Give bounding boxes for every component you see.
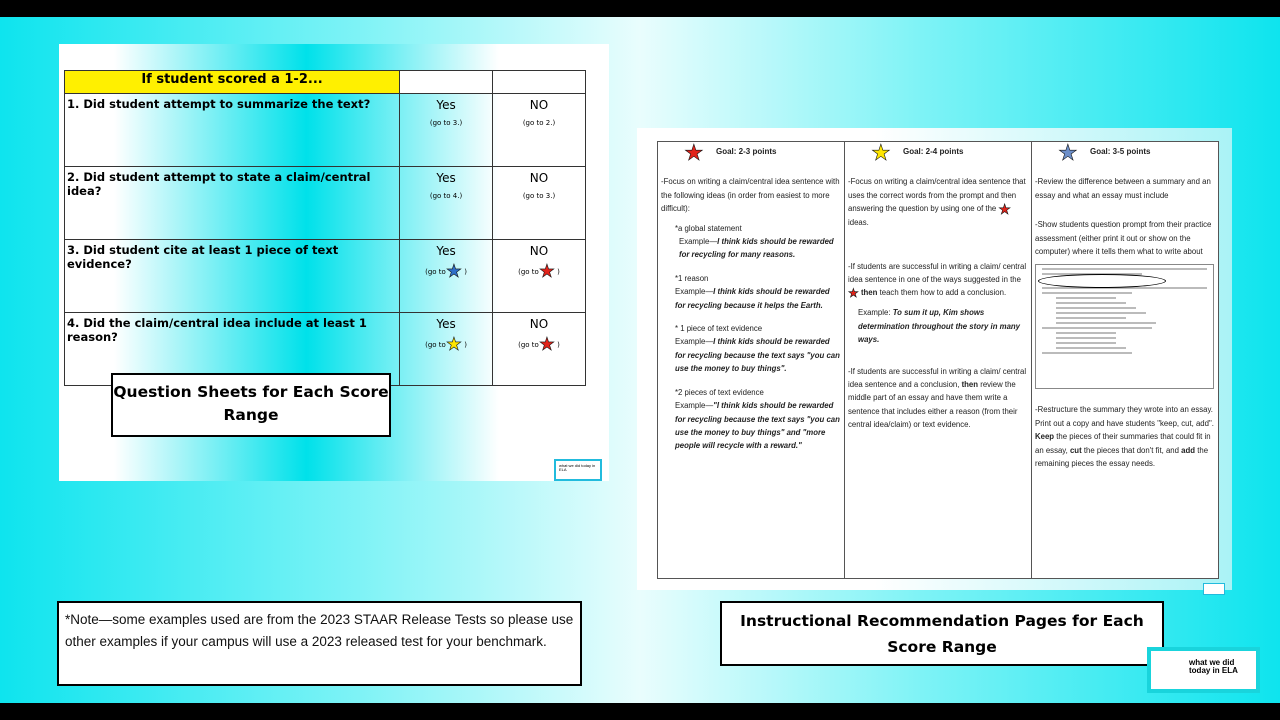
red-star-icon: ★ bbox=[998, 201, 1011, 218]
prompt-screenshot-thumbnail bbox=[1035, 264, 1214, 389]
mini-logo: what we did today in ELA bbox=[554, 459, 602, 481]
question-text: 4. Did the claim/central idea include at least 1 reason? bbox=[65, 313, 400, 386]
list-item: *a global statement bbox=[675, 223, 742, 233]
table-row: 3. Did student cite at least 1 piece of text evidence? Yes (go to★ ) NO (go to★ ) bbox=[65, 240, 586, 313]
column-goal-2-3: ★ Goal: 2-3 points -Focus on writing a claim/central idea sentence with the following ideas (in order from easiest to more difficult): *a global statement Example—I think kids should be rewarded for recycling for many reasons. *1 reason Example—I think kids should be rewarded for recycling because it helps the Earth. * 1 piece of text evidence Example—I think kids should be rewarded for recycling because the text says "you can use the money to buy things". *2 pieces of text evidence Example—"I think kids should be rewarded for recycling because the text says "you can use the money to buy things" and "more people will recycle with a reward." bbox=[658, 142, 845, 578]
no-goto: (go to 3.) bbox=[522, 192, 556, 200]
question-text: 2. Did student attempt to state a claim/central idea? bbox=[65, 167, 400, 240]
question-sheets-caption: Question Sheets for Each Score Range bbox=[111, 373, 391, 437]
recommendation-page-preview bbox=[637, 128, 1232, 590]
no-label: NO bbox=[529, 244, 549, 258]
yes-goto: (go to 4.) bbox=[429, 192, 463, 200]
note-box: *Note—some examples used are from the 2023 STAAR Release Tests so please use other examples if your campus will use a 2023 released test for your benchmark. bbox=[57, 601, 582, 686]
goal-heading: Goal: 2-3 points bbox=[716, 147, 777, 156]
table-row bbox=[65, 167, 586, 240]
slide-canvas bbox=[0, 17, 1280, 703]
recommendation-pages-caption: Instructional Recommendation Pages for Each Score Range bbox=[720, 601, 1164, 666]
red-star-icon: ★ bbox=[848, 286, 859, 301]
yes-goto: (go to bbox=[425, 341, 446, 349]
goal-heading: Goal: 3-5 points bbox=[1090, 147, 1151, 156]
question-text: 1. Did student attempt to summarize the text? bbox=[65, 94, 400, 167]
mini-logo bbox=[1203, 583, 1225, 595]
table-row bbox=[65, 94, 586, 167]
list-item: * 1 piece of text evidence bbox=[675, 324, 763, 334]
intro-text: -Focus on writing a claim/central idea sentence with the following ideas (in order from easiest to more difficult): bbox=[661, 177, 840, 214]
list-item: *1 reason bbox=[675, 273, 709, 283]
yes-goto: (go to bbox=[425, 268, 446, 276]
yellow-star-icon: ★ bbox=[445, 334, 462, 355]
list-item: *2 pieces of text evidence bbox=[675, 387, 764, 397]
no-label: NO bbox=[529, 98, 549, 112]
column-goal-2-4: ★ Goal: 2-4 points -Focus on writing a claim/central idea sentence that uses the correct words from the prompt and then answering the question by using one of the ★ ideas. -If students are successful in writing a claim/ central idea sentence in one of the ways suggested in the★ then teach them how to add a conclusion. Example: To sum it up, Kim shows determination throughout the story in many ways. -If students are successful in writing a claim/ central idea sentence and a conclusion, then review the middle part of an essay and have them write a sentence that includes either a reason (from their central idea/claim) or text evidence. bbox=[845, 142, 1032, 578]
blue-star-icon: ★ bbox=[445, 261, 462, 282]
table-row: 4. Did the claim/central idea include at least 1 reason? Yes (go to★ ) NO (go to★ ) bbox=[65, 313, 586, 386]
red-star-icon: ★ bbox=[538, 261, 555, 282]
yes-goto: (go to 3.) bbox=[429, 119, 463, 127]
table-header: If student scored a 1-2... bbox=[65, 71, 400, 94]
yes-label: Yes bbox=[436, 317, 456, 331]
red-star-icon: ★ bbox=[684, 140, 704, 165]
goal-heading: Goal: 2-4 points bbox=[903, 147, 964, 156]
red-star-icon: ★ bbox=[538, 334, 555, 355]
blue-star-icon: ★ bbox=[1058, 140, 1078, 165]
yes-label: Yes bbox=[436, 171, 456, 185]
no-goto: (go to 2.) bbox=[522, 119, 556, 127]
no-goto: (go to bbox=[518, 268, 539, 276]
brand-logo: what we did today in ELA bbox=[1147, 647, 1260, 693]
no-label: NO bbox=[529, 317, 549, 331]
yes-label: Yes bbox=[436, 98, 456, 112]
column-goal-3-5: ★ Goal: 3-5 points -Review the difference between a summary and an essay and what an essay must include -Show students question prompt from their practice assessment (either print it out or show on the computer) where it tells them what to write about -Restructure the summary they wrote into an essay. Print out a copy and have students "keep, cut, add". Keep the pieces of their summaries that could fit in an essay, cut the pieces that don't fit, and add the remaining pieces the essay needs. bbox=[1035, 140, 1214, 469]
question-table bbox=[64, 70, 586, 386]
no-goto: (go to bbox=[518, 341, 539, 349]
yellow-star-icon: ★ bbox=[871, 140, 891, 165]
recommendation-columns bbox=[657, 141, 1219, 579]
question-text: 3. Did student cite at least 1 piece of text evidence? bbox=[65, 240, 400, 313]
no-label: NO bbox=[529, 171, 549, 185]
yes-label: Yes bbox=[436, 244, 456, 258]
